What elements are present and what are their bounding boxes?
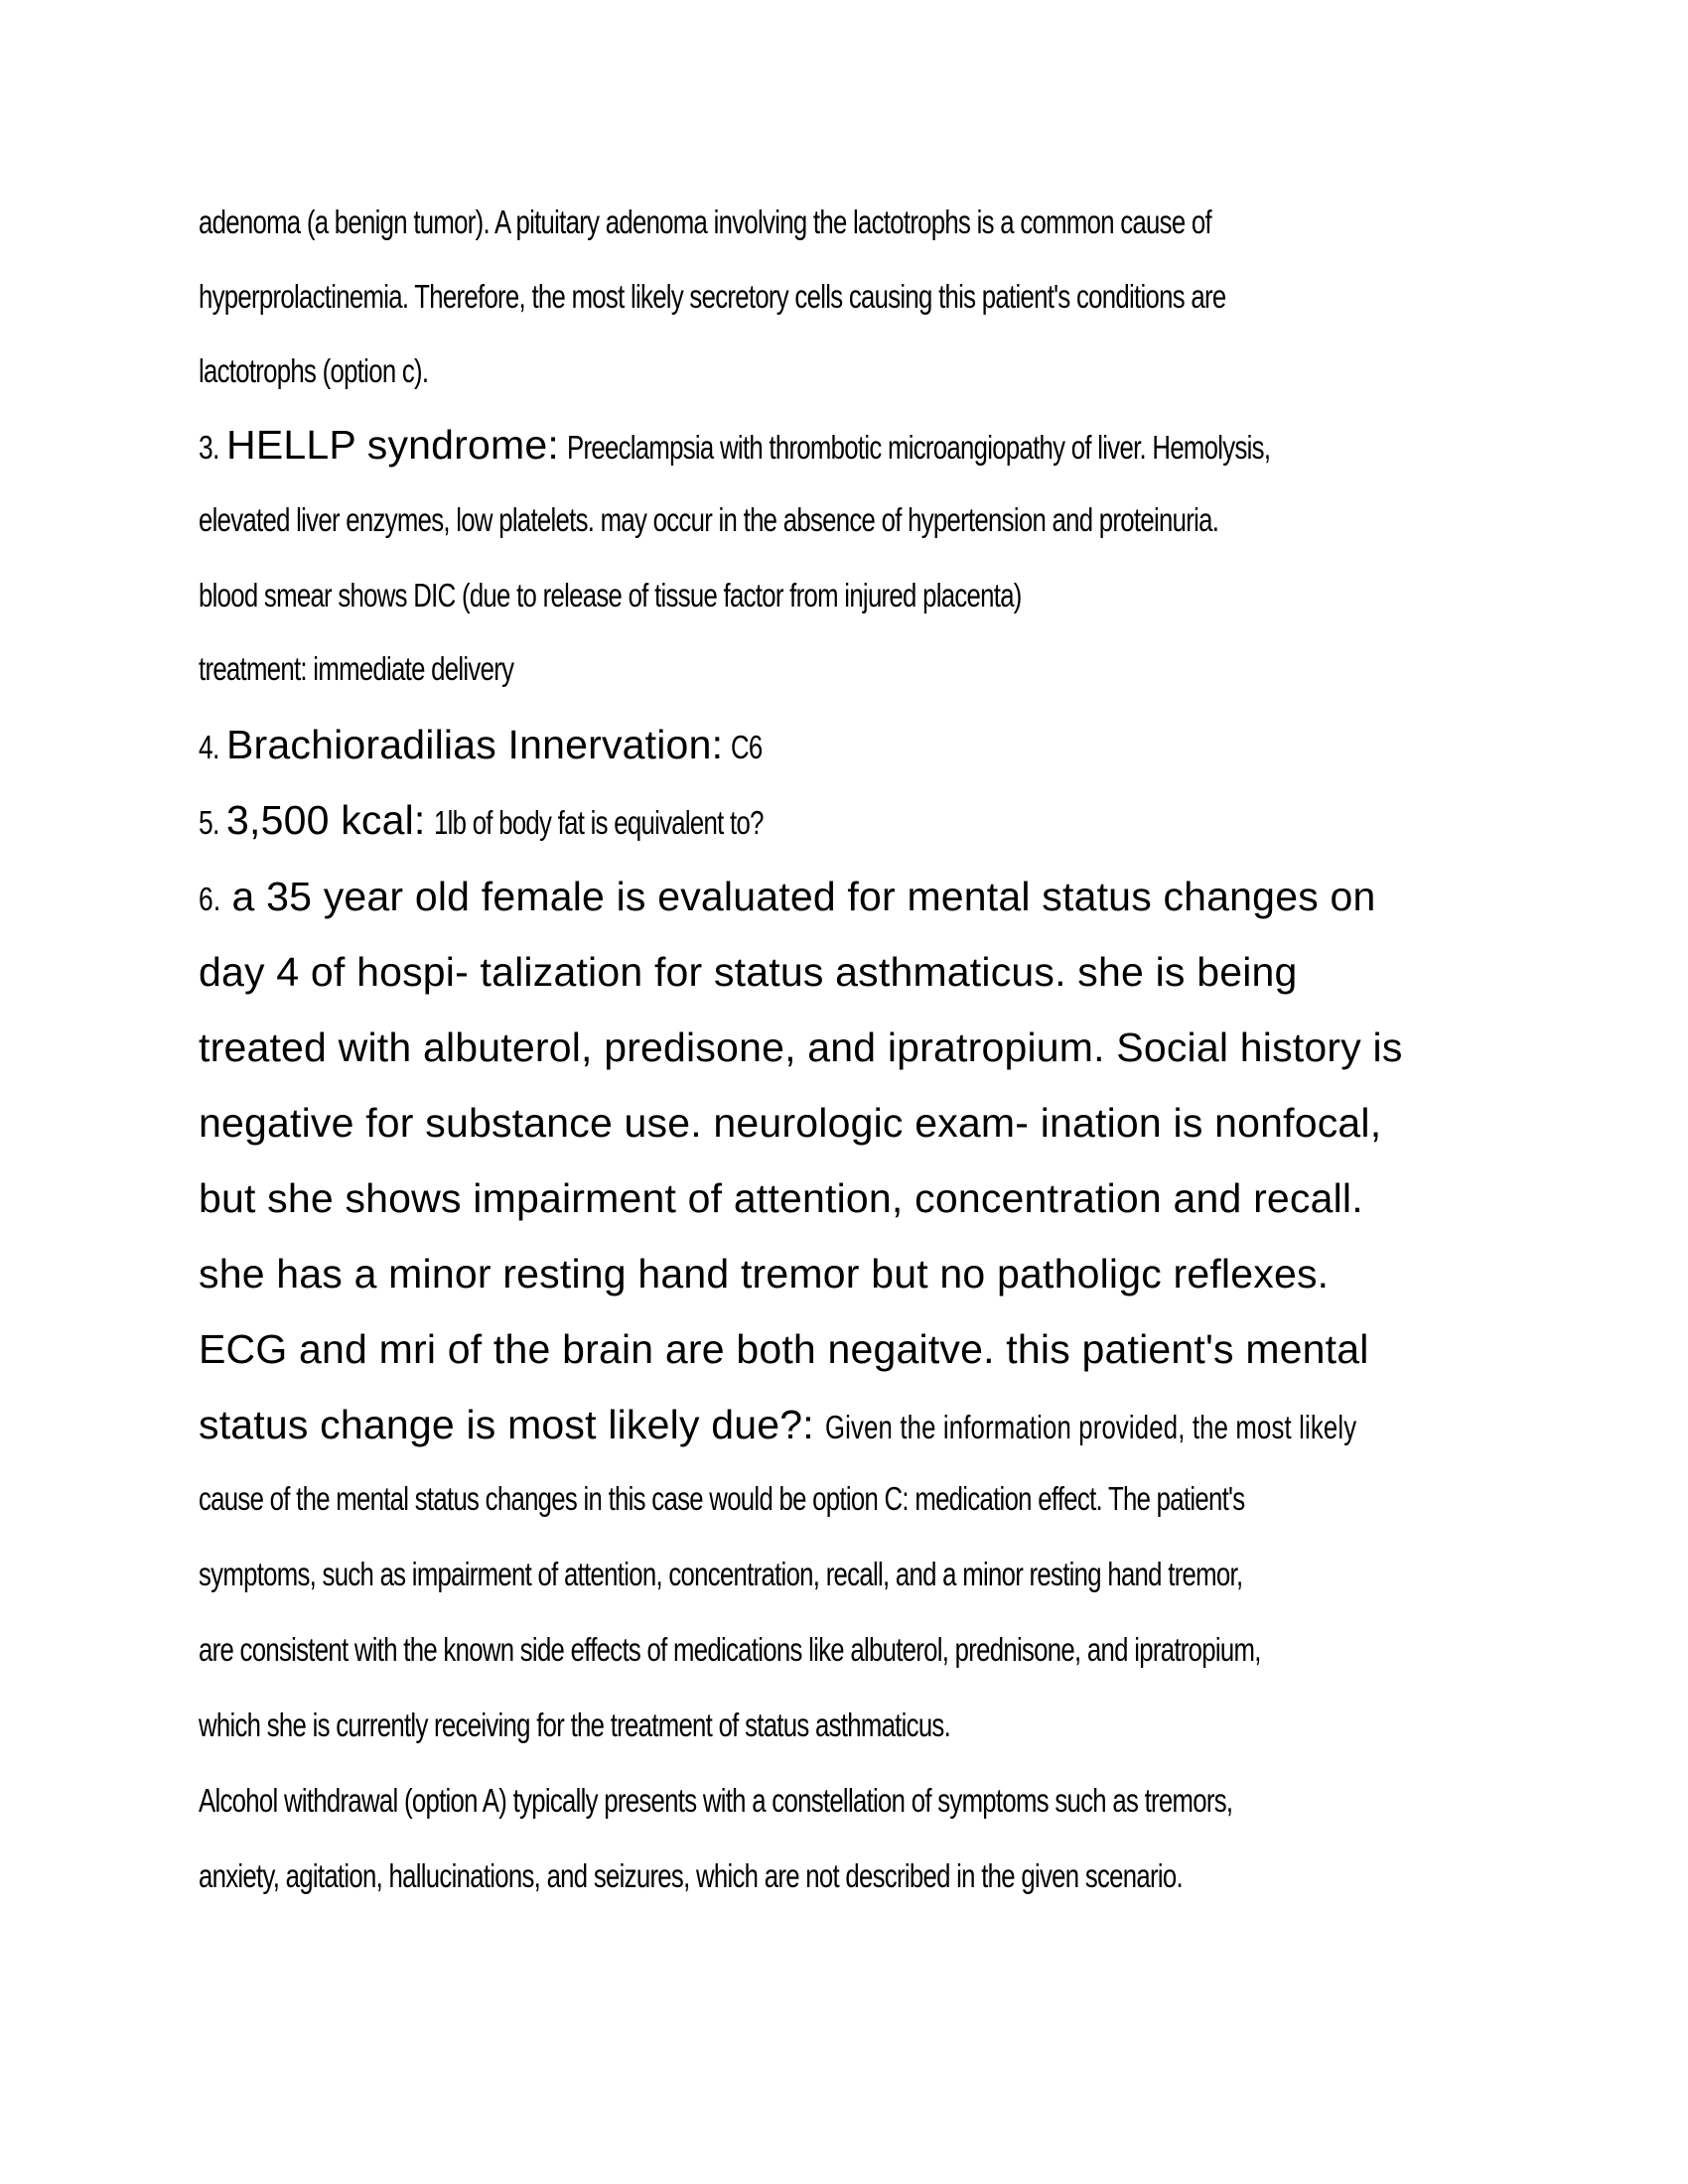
text-line-content: lactotrophs (option c).: [199, 352, 429, 389]
question-text: day 4 of hospi- talization for status asthmaticus. she is being: [199, 949, 1298, 995]
item-text: Preeclampsia with thrombotic microangiopathy of liver. Hemolysis,: [567, 429, 1271, 466]
question-line: [199, 1400, 1489, 1452]
question-line: [199, 1324, 1489, 1374]
text-line-content: which she is currently receiving for the treatment of status asthmaticus.: [199, 1706, 951, 1743]
text-line: [199, 1628, 1489, 1672]
item-text: C6: [731, 729, 763, 765]
question-text: status change is most likely due?:: [199, 1402, 814, 1447]
text-line-content: adenoma (a benign tumor). A pituitary adenoma involving the lactotrophs is a common cause of: [199, 204, 1211, 240]
item-number: 6.: [199, 881, 221, 917]
question-text: but she shows impairment of attention, concentration and recall.: [199, 1175, 1363, 1221]
heading-kcal: [199, 798, 1489, 845]
item-number: 4.: [199, 729, 219, 765]
text-line: [199, 1779, 1489, 1823]
text-line-content: hyperprolactinemia. Therefore, the most likely secretory cells causing this patient's conditions are: [199, 278, 1226, 315]
item-number: 5.: [199, 804, 219, 841]
text-line: [199, 275, 1489, 319]
question-text: a 35 year old female is evaluated for mental status changes on: [231, 874, 1376, 919]
item-title: 3,500 kcal:: [226, 798, 426, 843]
question-line: [199, 1023, 1489, 1072]
text-line: [199, 1477, 1489, 1521]
question-line: [199, 1098, 1489, 1148]
question-line: [199, 1249, 1489, 1298]
text-line-content: are consistent with the known side effects of medications like albuterol, prednisone, and ipratropium,: [199, 1631, 1261, 1668]
text-line-content: Alcohol withdrawal (option A) typically presents with a constellation of symptoms such as tremors,: [199, 1782, 1233, 1819]
text-line-content: elevated liver enzymes, low platelets. may occur in the absence of hypertension and proteinuria.: [199, 501, 1219, 538]
question-text: she has a minor resting hand tremor but no patholigc reflexes.: [199, 1251, 1330, 1297]
text-line: [199, 647, 1489, 691]
text-line-content: symptoms, such as impairment of attention, concentration, recall, and a minor resting hand tremor,: [199, 1556, 1243, 1592]
text-line: [199, 574, 1489, 617]
text-line: [199, 1553, 1489, 1596]
item-title: Brachioradilias Innervation:: [226, 723, 724, 767]
text-line: [199, 349, 1489, 393]
text-line-content: cause of the mental status changes in this case would be option C: medication effect. The patient's: [199, 1480, 1245, 1517]
text-line-content: blood smear shows DIC (due to release of tissue factor from injured placenta): [199, 577, 1022, 614]
question-line: [199, 872, 1489, 924]
item-text: 1lb of body fat is equivalent to?: [433, 804, 764, 841]
text-line: [199, 1854, 1489, 1898]
question-text: ECG and mri of the brain are both negaitve. this patient's mental: [199, 1326, 1369, 1372]
text-line-content: anxiety, agitation, hallucinations, and seizures, which are not described in the given scenario.: [199, 1857, 1183, 1894]
question-line: [199, 1173, 1489, 1223]
text-line: [199, 498, 1489, 542]
question-text: treated with albuterol, predisone, and ipratropium. Social history is: [199, 1024, 1403, 1070]
text-line-content: treatment: immediate delivery: [199, 650, 514, 687]
question-text: negative for substance use. neurologic exam- ination is nonfocal,: [199, 1100, 1382, 1146]
question-line: [199, 947, 1489, 997]
heading-hellp: [199, 423, 1489, 470]
heading-brachioradialis: [199, 723, 1489, 769]
text-line: [199, 1704, 1489, 1747]
text-line: [199, 201, 1489, 244]
item-title: HELLP syndrome:: [226, 423, 559, 468]
item-number: 3.: [199, 429, 219, 466]
answer-text: Given the information provided, the most likely: [825, 1409, 1357, 1445]
